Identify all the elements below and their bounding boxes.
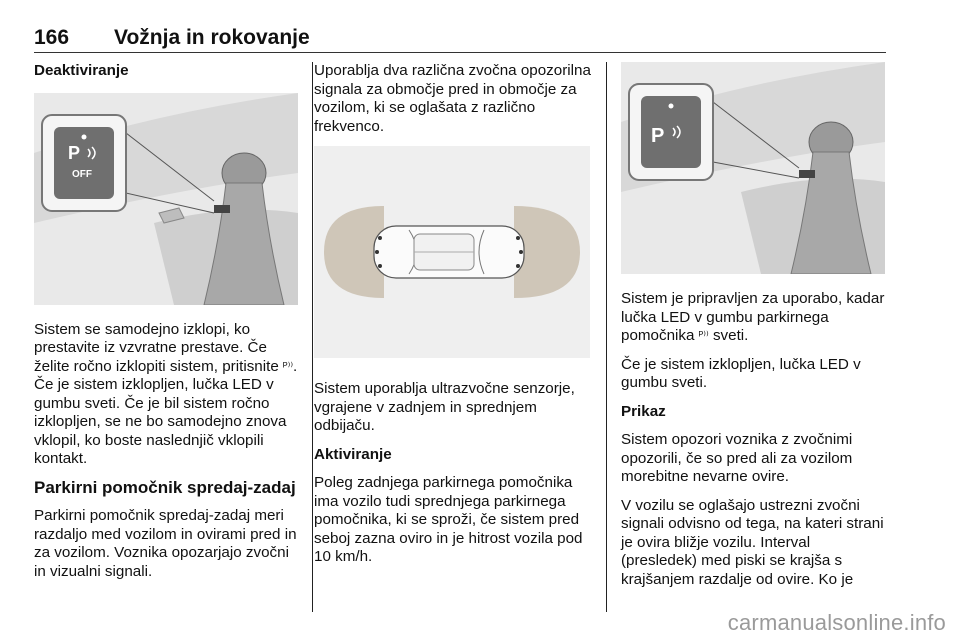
paragraph: Sistem je pripravljen za uporabo, kadar lučka LED v gumbu parkirnega pomočnika ᴾ⁾⁾ sveti. [621,290,885,344]
paragraph: Sistem se samodejno izklopi, ko prestavite iz vzvratne prestave. Če želite ročno izklopiti sistem, pritisnite ᴾ⁾⁾. Če je sistem izklopljen, lučka LED v gumbu sveti. Če je bil sistem ročno izklopljen, se ne bo samodejno znova vklopil, ko boste naslednjič vklopili kontakt. [34,320,298,467]
page-number: 166 [34,26,70,49]
column-1 [34,62,300,591]
paragraph: Parkirni pomočnik spredaj-zadaj meri razdaljo med vozilom in ovirami pred in za vozilom. Voznika opozarjajo zvočni in vizualni signali. [34,507,297,580]
parking-assist-icon: ᴾ⁾⁾ [698,330,709,342]
parking-button-illustration [34,93,298,305]
column-divider [606,62,607,612]
paragraph: Če je sistem izklopljen, lučka LED v gumbu sveti. [621,355,861,391]
button-p-label: P [651,125,665,147]
column-2 [314,62,596,577]
page-title: Vožnja in rokovanje [114,26,310,49]
sensor-zones-illustration [314,146,590,358]
subheading-deactivation: Deaktiviranje [34,62,129,79]
paragraph: Poleg zadnjega parkirnega pomočnika ima vozilo tudi sprednjega parkirnega pomočnika, ki se sproži, če sistem pred seboj zazna oviro in je hitrost vozila pod 10 km/h. [314,474,583,565]
paragraph: Sistem opozori voznika z zvočnimi opozorili, če so pred ali za vozilom morebitne nevarne ovire. [621,431,853,485]
page-header [34,26,886,53]
paragraph: V vozilu se oglašajo ustrezni zvočni signali odvisno od tega, na kateri strani je ovira bližje vozilu. Interval (presledek) med piski se krajša s krajšanjem razdalje od ovire. Ko je [621,496,884,588]
button-p-label: P [68,142,81,163]
watermark: carmanualsonline.info [727,610,946,635]
button-off-label: OFF [72,168,92,180]
parking-button-led-illustration [621,62,885,274]
parking-assist-icon: ᴾ⁾⁾ [283,360,294,373]
column-3 [621,62,889,599]
subheading-display: Prikaz [621,402,666,420]
paragraph: Uporablja dva različna zvočna opozorilna signala za območje pred in območje za vozilom, ki se oglašata z različno frekvenco. [314,62,591,135]
subheading-activation: Aktiviranje [314,445,392,463]
section-title: Parkirni pomočnik spredaj-zadaj [34,477,296,497]
paragraph: Sistem uporablja ultrazvočne senzorje, vgrajene v zadnjem in sprednjem odbijaču. [314,380,575,434]
column-divider [312,62,313,612]
